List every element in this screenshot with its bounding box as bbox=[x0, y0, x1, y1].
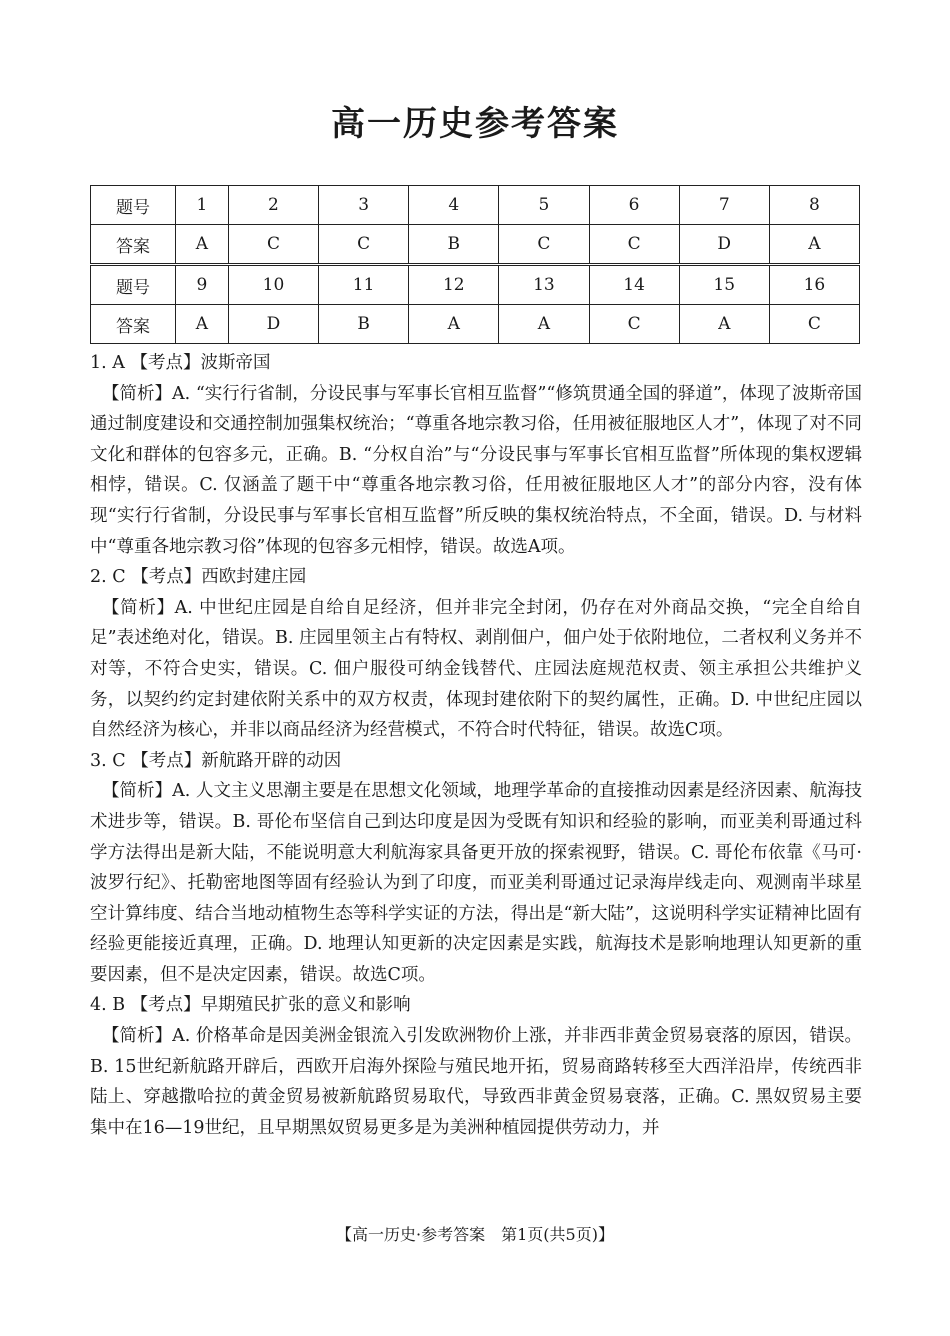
item-heading: 4. B 【考点】早期殖民扩张的意义和影响 bbox=[90, 995, 411, 1016]
row-label: 题号 bbox=[91, 265, 176, 305]
item-explanation: 【简析】A. 中世纪庄园是自给自足经济，但并非完全封闭，仍存在对外商品交换，“完全自给自足”表述绝对化，错误。B. 庄园里领主占有特权、剥削佃户，佃户处于依附地位，二者权利义务并不对等，不符合史实，错误。C. 佃户服役可纳金钱替代、庄园法庭规范权责、领主承担公共维护义务，以契约约定封建依附关系中的双方权责，体现封建依附下的契约属性，正确。D. 中世纪庄园以自然经济为核心，并非以商品经济为经营模式，不符合时代特征，错误。故选C项。 bbox=[90, 597, 862, 741]
table-cell: 7 bbox=[679, 186, 769, 225]
table-cell: D bbox=[679, 225, 769, 265]
table-cell: 13 bbox=[499, 265, 589, 305]
answer-item bbox=[90, 348, 862, 562]
answer-item bbox=[90, 746, 862, 991]
table-cell: 4 bbox=[409, 186, 499, 225]
row-label: 答案 bbox=[91, 305, 176, 344]
table-cell: C bbox=[319, 225, 409, 265]
table-cell: A bbox=[769, 225, 859, 265]
table-row bbox=[91, 225, 860, 265]
table-cell: 8 bbox=[769, 186, 859, 225]
item-heading: 3. C 【考点】新航路开辟的动因 bbox=[90, 750, 342, 771]
table-cell: A bbox=[409, 305, 499, 344]
answer-item bbox=[90, 990, 862, 1143]
row-label: 答案 bbox=[91, 225, 176, 265]
page-title: 高一历史参考答案 bbox=[331, 104, 619, 144]
item-heading: 2. C 【考点】西欧封建庄园 bbox=[90, 567, 307, 588]
page-footer: 【高一历史·参考答案 第1页(共5页)】 bbox=[336, 1225, 614, 1244]
item-explanation: 【简析】A. 人文主义思潮主要是在思想文化领域，地理学革命的直接推动因素是经济因素、航海技术进步等，错误。B. 哥伦布坚信自己到达印度是因为受既有知识和经验的影响，而亚美利哥通过科学方法得出是新大陆，不能说明意大利航海家具备更开放的探索视野，错误。C. 哥伦布依靠《马可·波罗行纪》、托勒密地图等固有经验认为到了印度，而亚美利哥通过记录海岸线走向、观测南半球星空计算纬度、结合当地动植物生态等科学实证的方法，得出是“新大陆”，这说明科学实证精神比固有经验更能接近真理，正确。D. 地理认知更新的决定因素是实践，航海技术是影响地理认知更新的重要因素，但不是决定因素，错误。故选C项。 bbox=[90, 781, 862, 985]
table-cell: D bbox=[228, 305, 318, 344]
table-cell: 2 bbox=[228, 186, 318, 225]
table-cell: 11 bbox=[319, 265, 409, 305]
row-label: 题号 bbox=[91, 186, 176, 225]
table-cell: B bbox=[409, 225, 499, 265]
table-cell: 9 bbox=[176, 265, 229, 305]
table-cell: 10 bbox=[228, 265, 318, 305]
table-cell: A bbox=[176, 305, 229, 344]
table-cell: C bbox=[589, 225, 679, 265]
table-cell: 15 bbox=[679, 265, 769, 305]
answer-item bbox=[90, 562, 862, 746]
table-cell: C bbox=[769, 305, 859, 344]
table-cell: 14 bbox=[589, 265, 679, 305]
table-cell: A bbox=[679, 305, 769, 344]
table-cell: C bbox=[589, 305, 679, 344]
table-cell: 12 bbox=[409, 265, 499, 305]
table-cell: A bbox=[499, 305, 589, 344]
item-heading: 1. A 【考点】波斯帝国 bbox=[90, 353, 271, 373]
table-cell: 6 bbox=[589, 186, 679, 225]
table-cell: B bbox=[319, 305, 409, 344]
answer-table bbox=[90, 185, 860, 344]
table-cell: 5 bbox=[499, 186, 589, 225]
item-explanation: 【简析】A. 价格革命是因美洲金银流入引发欧洲物价上涨，并非西非黄金贸易衰落的原因，错误。B. 15世纪新航路开辟后，西欧开启海外探险与殖民地开拓，贸易商路转移至大西洋沿岸，传统西非陆上、穿越撒哈拉的黄金贸易被新航路贸易取代，导致西非黄金贸易衰落，正确。C. 黑奴贸易主要集中在16—19世纪，且早期黑奴贸易更多是为美洲种植园提供劳动力，并 bbox=[90, 1026, 862, 1138]
table-cell: C bbox=[228, 225, 318, 265]
table-cell: A bbox=[176, 225, 229, 265]
item-explanation: 【简析】A. “实行行省制，分设民事与军事长官相互监督”“修筑贯通全国的驿道”，体现了波斯帝国通过制度建设和交通控制加强集权统治；“尊重各地宗教习俗，任用被征服地区人才”，体现了对不同文化和群体的包容多元，正确。B. “分权自治”与“分设民事与军事长官相互监督”所体现的集权逻辑相悖，错误。C. 仅涵盖了题干中“尊重各地宗教习俗，任用被征服地区人才”的部分内容，没有体现“实行行省制，分设民事与军事长官相互监督”所反映的集权统治特点，不全面，错误。D. 与材料中“尊重各地宗教习俗”体现的包容多元相悖，错误。故选A项。 bbox=[90, 383, 862, 557]
table-cell: C bbox=[499, 225, 589, 265]
table-row bbox=[91, 265, 860, 305]
table-row bbox=[91, 305, 860, 344]
table-cell: 16 bbox=[769, 265, 859, 305]
explanations bbox=[90, 348, 862, 1143]
table-cell: 1 bbox=[176, 186, 229, 225]
table-cell: 3 bbox=[319, 186, 409, 225]
table-row bbox=[91, 186, 860, 225]
